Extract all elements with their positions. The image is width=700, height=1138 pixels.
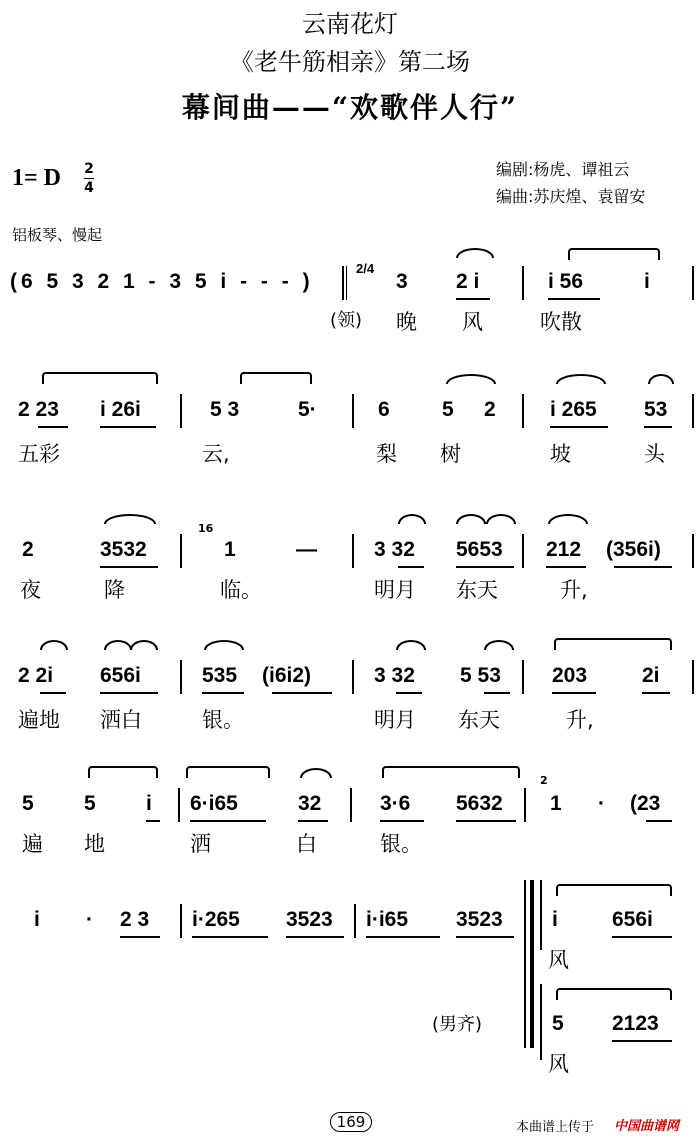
upload-note: 本曲谱上传于 xyxy=(516,1120,595,1135)
barline xyxy=(522,534,524,568)
note: i xyxy=(34,908,40,931)
lyric: 升, xyxy=(566,708,594,732)
lyric-chorus-label: (男齐) xyxy=(432,1014,483,1035)
note-group: 3532 xyxy=(100,538,147,561)
slur xyxy=(556,374,606,384)
tie xyxy=(556,884,672,896)
note-group: 656i xyxy=(100,664,141,687)
note-group: i 265 xyxy=(550,398,597,421)
underline xyxy=(484,692,510,694)
note-group: 3·6 xyxy=(380,792,411,815)
slur xyxy=(104,514,156,524)
underline xyxy=(40,692,66,694)
note-group: 3523 xyxy=(286,908,333,931)
barline xyxy=(540,984,542,1060)
note-group: 3 32 xyxy=(374,664,415,687)
barline xyxy=(692,534,694,568)
barline xyxy=(180,534,182,568)
lyric: 夜 xyxy=(20,578,41,602)
barline xyxy=(352,534,354,568)
underline xyxy=(550,426,608,428)
barline xyxy=(346,266,347,300)
underline xyxy=(552,692,596,694)
slur xyxy=(486,514,516,524)
note-group: 656i xyxy=(612,908,653,931)
underline xyxy=(100,566,158,568)
slur xyxy=(396,640,426,650)
lyric: 洒 xyxy=(190,832,211,856)
underline xyxy=(100,426,156,428)
barline xyxy=(522,660,524,694)
slur xyxy=(484,640,514,650)
underline xyxy=(286,936,344,938)
slur xyxy=(456,514,486,524)
note: 5 xyxy=(84,792,96,815)
lyric: 五彩 xyxy=(18,442,60,466)
barline xyxy=(692,394,694,428)
underline xyxy=(546,566,586,568)
dash: — xyxy=(296,538,317,561)
underline xyxy=(366,936,440,938)
note-group: 32 xyxy=(298,792,322,815)
barline xyxy=(352,394,354,428)
underline xyxy=(202,692,244,694)
slur xyxy=(130,640,158,650)
barline xyxy=(354,904,356,938)
note-group: 5 53 xyxy=(460,664,501,687)
slur xyxy=(104,640,132,650)
slur xyxy=(648,374,674,384)
dot: · xyxy=(598,792,605,815)
lyric: 云, xyxy=(202,442,230,466)
barline xyxy=(180,904,182,938)
note-group: (i6i2) xyxy=(262,664,312,687)
slur xyxy=(456,248,494,258)
lyric: 降 xyxy=(104,578,125,602)
note-group: 212 xyxy=(546,538,582,561)
lyric: 遍地 xyxy=(18,708,60,732)
note-group: (356i) xyxy=(606,538,661,561)
time-signature xyxy=(84,162,94,195)
lyric: 东天 xyxy=(458,708,500,732)
tie xyxy=(88,766,158,778)
note-group: i 26i xyxy=(100,398,141,421)
note-group: i xyxy=(644,270,650,293)
lyric: 头 xyxy=(644,442,665,466)
system-bracket xyxy=(524,880,526,1048)
underline xyxy=(120,936,160,938)
note-group: 2 i xyxy=(456,270,480,293)
underline xyxy=(38,426,68,428)
note: 2 xyxy=(22,538,34,561)
lyric: 风 xyxy=(548,1052,569,1076)
barline xyxy=(540,880,542,950)
slur xyxy=(300,768,332,778)
underline xyxy=(398,566,424,568)
underline xyxy=(612,936,672,938)
note-group: i·265 xyxy=(192,908,240,931)
slur xyxy=(548,514,588,524)
lyric: 坡 xyxy=(550,442,571,466)
note: 5 xyxy=(552,1012,564,1035)
note-group: 5 3 xyxy=(210,398,240,421)
lyric: 明月 xyxy=(374,578,416,602)
grace-notes: 16 xyxy=(198,522,214,535)
slur xyxy=(204,640,244,650)
meter-change: 2/4 xyxy=(356,261,375,276)
underline xyxy=(396,692,422,694)
underline xyxy=(456,298,490,300)
underline xyxy=(644,426,672,428)
note: 2 xyxy=(484,398,496,421)
slur xyxy=(398,514,426,524)
note-group: 6·i65 xyxy=(190,792,238,815)
performance-instruction: 铝板琴、慢起 xyxy=(12,226,103,244)
meter-top: 2 xyxy=(84,161,94,177)
tie xyxy=(42,372,158,384)
note-group: 2 2i xyxy=(18,664,54,687)
slur xyxy=(40,640,68,650)
lyric: 银。 xyxy=(380,832,422,856)
page-number: 169 xyxy=(330,1112,372,1132)
grace-notes: 2 xyxy=(540,774,548,787)
note-group: 2123 xyxy=(612,1012,659,1035)
meter-bottom: 4 xyxy=(84,180,94,196)
underline xyxy=(298,820,328,822)
barline xyxy=(522,266,524,300)
barline xyxy=(692,266,694,300)
underline xyxy=(456,820,516,822)
lyric: 明月 xyxy=(374,708,416,732)
barline xyxy=(522,394,524,428)
tie xyxy=(568,248,660,260)
barline xyxy=(692,660,694,694)
tie xyxy=(240,372,312,384)
barline xyxy=(352,660,354,694)
note-group: 535 xyxy=(202,664,238,687)
key-signature: 1= D xyxy=(12,165,62,191)
underline xyxy=(612,1040,672,1042)
lyric: 梨 xyxy=(376,442,397,466)
tie xyxy=(554,638,672,650)
underline xyxy=(456,566,514,568)
note: 5 xyxy=(442,398,454,421)
tie xyxy=(382,766,520,778)
tie xyxy=(556,988,672,1000)
lyric: 风 xyxy=(462,310,483,334)
note-group: (23 xyxy=(630,792,661,815)
lyric-lead: (领) xyxy=(330,310,363,331)
intro-notes: (6 5 3 2 1 - 3 5 i - - - ) xyxy=(10,270,314,293)
underline xyxy=(614,566,672,568)
note: 6 xyxy=(378,398,390,421)
underline xyxy=(642,692,670,694)
underline xyxy=(548,298,600,300)
note-group: 53 xyxy=(644,398,668,421)
barline xyxy=(350,788,352,822)
play-title: 《老牛筋相亲》第二场 xyxy=(230,48,470,76)
note: 1 xyxy=(224,538,236,561)
lyric: 地 xyxy=(84,832,105,856)
underline xyxy=(190,820,266,822)
note: i xyxy=(146,792,152,815)
underline xyxy=(100,692,158,694)
lyric: 遍 xyxy=(22,832,43,856)
underline xyxy=(146,820,160,822)
note-group: 3 xyxy=(396,270,408,293)
note-group: 5· xyxy=(298,398,317,421)
underline xyxy=(380,820,424,822)
barline xyxy=(342,266,344,300)
credit-script: 编剧:杨虎、谭祖云 xyxy=(496,160,630,179)
note-group: 2 23 xyxy=(18,398,59,421)
tie xyxy=(186,766,270,778)
note-group: 2i xyxy=(642,664,660,687)
lyric: 洒白 xyxy=(100,708,142,732)
genre-title: 云南花灯 xyxy=(302,10,398,38)
note-group: 203 xyxy=(552,664,588,687)
lyric: 白 xyxy=(296,832,317,856)
barline xyxy=(180,394,182,428)
underline xyxy=(272,692,332,694)
site-logo[interactable]: 中国曲谱网 xyxy=(614,1119,680,1134)
lyric: 东天 xyxy=(456,578,498,602)
note-group: i·i65 xyxy=(366,908,409,931)
lyric: 银。 xyxy=(202,708,244,732)
credit-music: 编曲:苏庆煌、袁留安 xyxy=(496,187,646,206)
lyric: 晚 xyxy=(396,310,417,334)
barline xyxy=(524,788,526,822)
lyric: 临。 xyxy=(220,578,262,602)
note: 1 xyxy=(550,792,562,815)
note: 5 xyxy=(22,792,34,815)
lyric: 升, xyxy=(560,578,588,602)
lyric: 风 xyxy=(548,948,569,972)
note: i xyxy=(552,908,558,931)
underline xyxy=(456,936,514,938)
system-bracket-thick xyxy=(530,880,534,1048)
barline xyxy=(180,660,182,694)
lyric: 吹散 xyxy=(540,310,582,334)
piece-title: 幕间曲——“欢歌伴人行” xyxy=(181,91,519,124)
note-group: 3523 xyxy=(456,908,503,931)
lyric: 树 xyxy=(440,442,461,466)
barline xyxy=(178,788,180,822)
note-group: 5632 xyxy=(456,792,503,815)
note-group: i 56 xyxy=(548,270,584,293)
slur xyxy=(446,374,496,384)
underline xyxy=(192,936,268,938)
dot: · xyxy=(86,908,93,931)
note-group: 3 32 xyxy=(374,538,415,561)
note-group: 5653 xyxy=(456,538,503,561)
note-group: 2 3 xyxy=(120,908,150,931)
underline xyxy=(646,820,672,822)
